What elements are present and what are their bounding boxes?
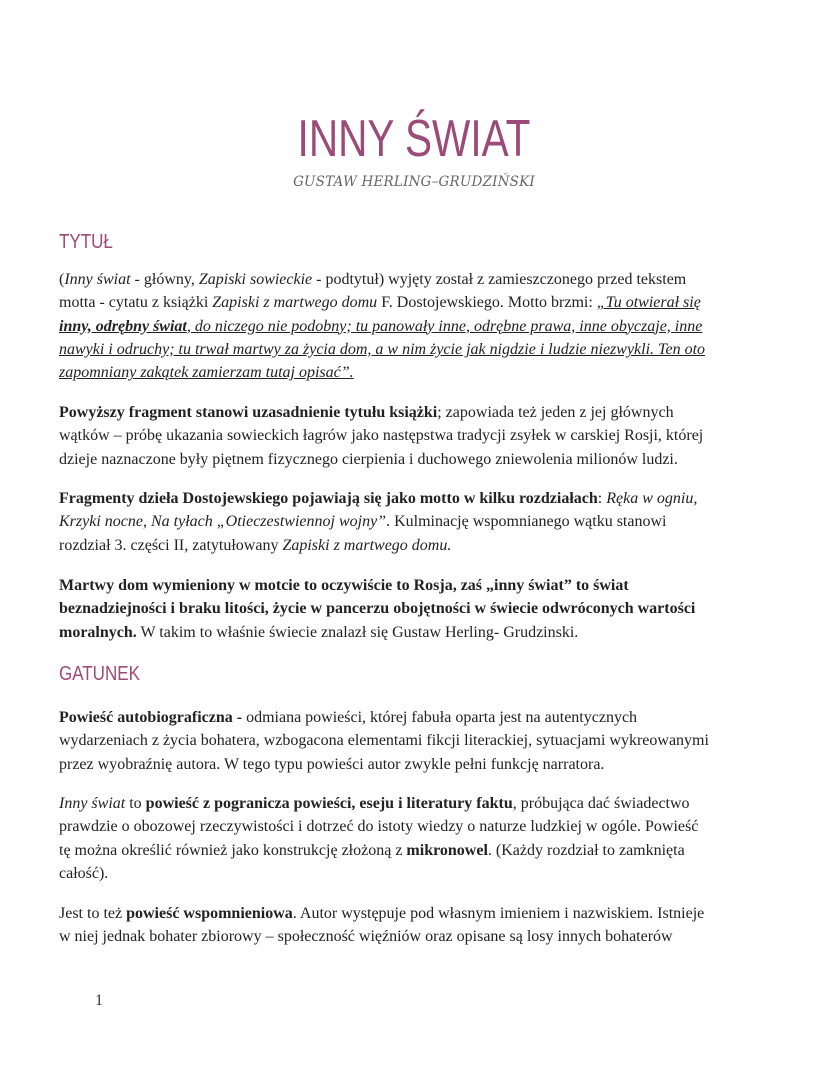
paragraph: [59, 792, 759, 885]
text-run: . Autor występuje pod własnym imieniem i nazwiskiem. Istnieje: [292, 905, 705, 922]
text-line: [59, 424, 759, 447]
text-run: Martwy dom wymieniony w motcie to oczywiście to Rosja, zaś „inny świat” to świat: [59, 577, 629, 594]
section-heading-gatunek: GATUNEK: [59, 663, 140, 685]
text-line: [59, 839, 759, 862]
text-run: Zapiski z martwego domu.: [282, 536, 452, 554]
text-line: [59, 862, 759, 885]
paragraph: [59, 902, 759, 949]
text-run: „Tu otwierał się: [596, 294, 701, 312]
text-line: [59, 621, 759, 644]
text-line: [59, 401, 759, 424]
text-line: [59, 510, 759, 533]
text-run: (: [59, 271, 65, 288]
text-run: rozdział 3. części II, zatytułowany: [59, 536, 283, 554]
text-run: Ręka w ogniu,: [606, 490, 698, 507]
text-line: [59, 753, 759, 776]
text-run: odmiana powieści, której fabuła oparta jest na autentycznych: [242, 709, 638, 726]
text-line: [59, 925, 759, 948]
text-run: tę można określić również jako konstrukcję złożoną z: [59, 841, 407, 859]
text-line: [59, 268, 759, 291]
text-line: [59, 815, 759, 838]
text-run: Fragmenty dzieła Dostojewskiego pojawiają się jako motto w kilku rozdziałach: [59, 490, 598, 507]
text-run: prawdzie o obozowej rzeczywistości i dotrzeć do istoty wiedzy o naturze ludzkiej w ogóle. Powieść: [59, 818, 699, 836]
text-run: inny, odrębny świat: [59, 317, 187, 335]
text-run: F. Dostojewskiego. Motto brzmi:: [377, 294, 597, 312]
text-run: Jest to też: [59, 905, 127, 922]
text-run: Zapiski z martwego domu: [212, 294, 378, 312]
section-heading-tytul: TYTUŁ: [59, 231, 113, 253]
text-run: motta - cytatu z książki: [59, 294, 213, 312]
text-run: , próbująca dać świadectwo: [512, 795, 690, 812]
text-run: wydarzeniach z życia bohatera, wzbogacona elementami fikcji literackiej, sytuacjami wykreowanymi: [59, 732, 709, 750]
text-run: nawyki i odruchy; tu trwał martwy za życia dom, a w nim życie jak nigdzie i ludzie niezwykli. Ten oto: [59, 340, 706, 358]
text-run: wątków – próbę ukazania sowieckich łagrów jako następstwa tradycji zsyłek w carskiej Rosji, której: [59, 427, 704, 445]
text-run: dzieje naznaczone były piętnem fizycznego cierpienia i duchowego zniewolenia milionów ludzi.: [59, 450, 678, 468]
text-line: [59, 315, 759, 338]
text-run: mikronowel: [406, 841, 488, 859]
text-line: [59, 338, 759, 361]
text-line: [59, 534, 759, 557]
paragraph: [59, 706, 759, 776]
document-author: GUSTAW HERLING–GRUDZIŃSKI: [293, 174, 535, 190]
page-number: 1: [95, 992, 103, 1009]
text-run: ; zapowiada też jeden z jej głównych: [437, 404, 674, 421]
text-run: . (Każdy rozdział to zamknięta: [487, 841, 685, 859]
text-run: Powieść autobiograficzna -: [59, 709, 243, 726]
text-run: Inny świat: [59, 795, 126, 812]
text-run: przez wyobraźnię autora. W tego typu powieści autor zwykle pełni funkcję narratora.: [59, 755, 605, 773]
text-line: [59, 597, 759, 620]
text-run: W takim to właśnie świecie znalazł się Gustaw Herling- Grudzinski.: [136, 623, 579, 641]
paragraph: [59, 487, 759, 557]
text-run: Krzyki nocne, Na tyłach „Otieczestwiennoj wojny”: [59, 513, 387, 531]
text-line: [59, 902, 759, 925]
text-run: beznadziejności i braku litości, życie w pancerzu obojętności w świecie odwróconych wartości: [59, 600, 696, 618]
document-title: INNY ŚWIAT: [297, 110, 531, 168]
text-line: [59, 792, 759, 815]
paragraph: [59, 574, 759, 644]
text-line: [59, 448, 759, 471]
text-run: powieść z pogranicza powieści, eseju i literatury faktu: [145, 795, 513, 812]
text-run: w niej jednak bohater zbiorowy – społeczność więźniów oraz opisane są losy innych bohaterów: [59, 928, 673, 946]
text-line: [59, 361, 759, 384]
text-run: . Kulminację wspomnianego wątku stanowi: [386, 513, 667, 531]
text-run: całość).: [59, 864, 109, 882]
text-line: [59, 487, 759, 510]
text-run: - podtytuł) wyjęty został z zamieszczonego przed tekstem: [312, 271, 687, 288]
text-run: Zapiski sowieckie: [198, 271, 313, 288]
text-run: :: [597, 490, 607, 507]
text-run: powieść wspomnieniowa: [126, 905, 293, 922]
text-run: moralnych.: [59, 623, 137, 641]
paragraph: [59, 401, 759, 471]
text-line: [59, 729, 759, 752]
text-line: [59, 291, 759, 314]
text-line: [59, 574, 759, 597]
text-run: to: [125, 795, 146, 812]
text-run: zapomniany zakątek zamierzam tutaj opisać”.: [59, 364, 354, 382]
text-run: - główny,: [130, 271, 199, 288]
paragraph: [59, 268, 759, 384]
text-run: Powyższy fragment stanowi uzasadnienie tytułu książki: [59, 404, 438, 421]
text-run: , do niczego nie podobny; tu panowały inne, odrębne prawa, inne obyczaje, inne: [186, 317, 703, 335]
text-line: [59, 706, 759, 729]
text-run: Inny świat: [64, 271, 131, 288]
